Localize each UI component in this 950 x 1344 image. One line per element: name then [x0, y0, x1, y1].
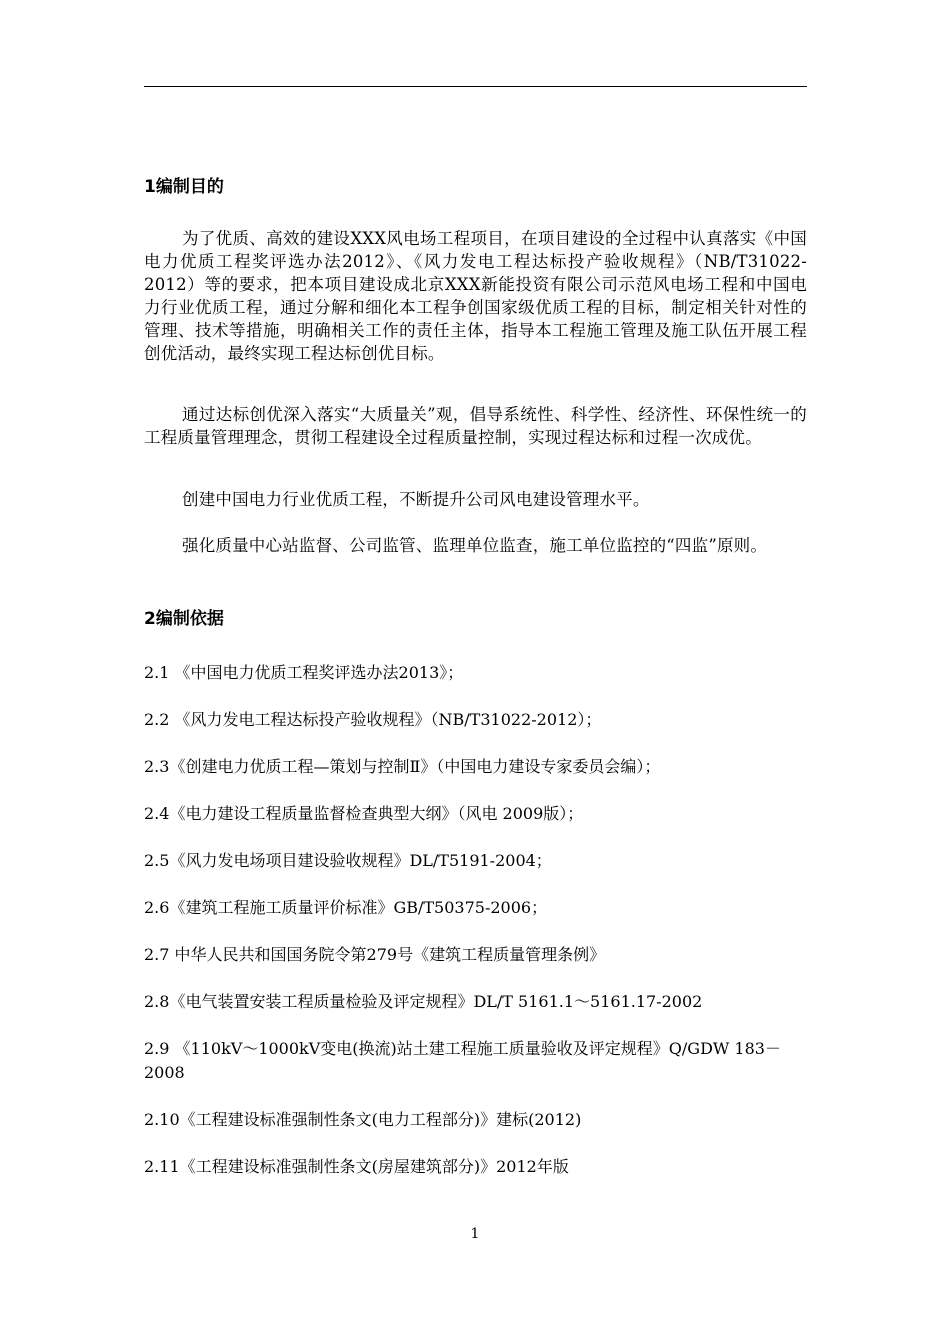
section-1-paragraph-2: 通过达标创优深入落实“大质量关”观，倡导系统性、科学性、经济性、环保性统一的工程质量管理理念，贯彻工程建设全过程质量控制，实现过程达标和过程一次成优。: [144, 405, 807, 447]
section-1-paragraph-3: 创建中国电力行业优质工程，不断提升公司风电建设管理水平。: [182, 490, 650, 509]
section-1-heading: 1编制目的: [144, 177, 224, 197]
section-1-paragraph-4: 强化质量中心站监督、公司监管、监理单位监查，施工单位监控的“四监”原则。: [182, 536, 768, 555]
reference-item-2-10: 2.10《工程建设标准强制性条文(电力工程部分)》建标(2012): [144, 1110, 582, 1129]
reference-item-2-3: 2.3《创建电力优质工程—策划与控制Ⅱ》（中国电力建设专家委员会编）；: [144, 757, 661, 776]
reference-item-2-2: 2.2 《风力发电工程达标投产验收规程》（NB/T31022-2012）；: [144, 710, 602, 729]
reference-item-2-8: 2.8《电气装置安装工程质量检验及评定规程》DL/T 5161.1～5161.17-2002: [144, 992, 703, 1011]
page-number: 1: [470, 1226, 480, 1242]
reference-item-2-4: 2.4《电力建设工程质量监督检查典型大纲》（风电 2009版）；: [144, 804, 584, 823]
section-2-heading: 2编制依据: [144, 609, 224, 629]
header-rule: [144, 86, 807, 87]
reference-item-2-6: 2.6《建筑工程施工质量评价标准》GB/T50375-2006；: [144, 898, 548, 917]
reference-item-2-1: 2.1 《中国电力优质工程奖评选办法2013》；: [144, 663, 464, 682]
reference-item-2-11: 2.11《工程建设标准强制性条文(房屋建筑部分)》2012年版: [144, 1157, 569, 1176]
section-1-paragraph-1: 为了优质、高效的建设XXX风电场工程项目，在项目建设的全过程中认真落实《中国电力优质工程奖评选办法2012》、《风力发电工程达标投产验收规程》（NB/T31022-2012）等的要求，把本项目建设成北京XXX新能投资有限公司示范风电场工程和中国电力行业优质工程，通过分解和细化本工程争创国家级优质工程的目标，制定相关针对性的管理、技术等措施，明确相关工作的责任主体，指导本工程施工管理及施工队伍开展工程创优活动，最终实现工程达标创优目标。: [144, 229, 807, 363]
reference-item-2-9: 2.9 《110kV～1000kV变电(换流)站土建工程施工质量验收及评定规程》Q/GDW 183－2008: [144, 1039, 781, 1082]
reference-item-2-5: 2.5《风力发电场项目建设验收规程》DL/T5191-2004；: [144, 851, 552, 870]
reference-item-2-7: 2.7 中华人民共和国国务院令第279号《建筑工程质量管理条例》: [144, 945, 606, 964]
